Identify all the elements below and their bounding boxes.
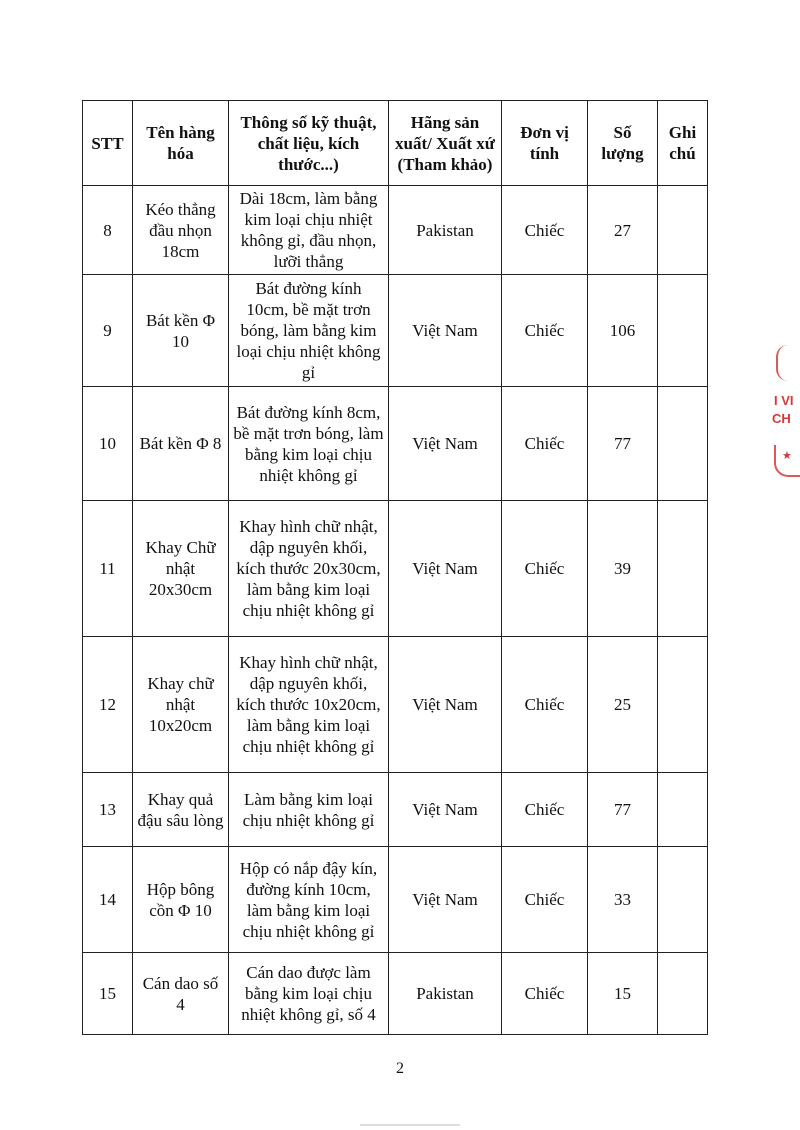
red-stamp-fragment [770,345,800,485]
cell-note [658,186,708,275]
star-icon: ★ [782,450,792,462]
cell-maker: Việt Nam [389,847,502,953]
cell-spec: Khay hình chữ nhật, dập nguyên khối, kích thước 20x30cm, làm bằng kim loại chịu nhiệt không gỉ [229,501,389,637]
cell-name: Khay chữ nhật 10x20cm [133,637,229,773]
goods-table [82,100,708,1035]
cell-name: Khay Chữ nhật 20x30cm [133,501,229,637]
table-row [83,847,708,953]
cell-maker: Việt Nam [389,773,502,847]
cell-unit: Chiếc [502,275,588,387]
cell-qty: 33 [588,847,658,953]
header-qty: Số lượng [588,101,658,186]
cell-note [658,387,708,501]
cell-spec: Dài 18cm, làm bằng kim loại chịu nhiệt không gỉ, đầu nhọn, lưỡi thẳng [229,186,389,275]
cell-note [658,953,708,1035]
table-row [83,501,708,637]
cell-qty: 106 [588,275,658,387]
cell-qty: 77 [588,773,658,847]
header-unit: Đơn vị tính [502,101,588,186]
cell-stt: 8 [83,186,133,275]
cell-unit: Chiếc [502,953,588,1035]
cell-unit: Chiếc [502,773,588,847]
cell-maker: Việt Nam [389,275,502,387]
cell-note [658,275,708,387]
cell-unit: Chiếc [502,501,588,637]
header-name: Tên hàng hóa [133,101,229,186]
stamp-arc [776,345,798,381]
table-row [83,387,708,501]
stamp-text-line1: I VI [774,393,794,408]
cell-note [658,501,708,637]
cell-maker: Việt Nam [389,387,502,501]
header-maker: Hãng sản xuất/ Xuất xứ (Tham khảo) [389,101,502,186]
table-row [83,186,708,275]
table-row [83,637,708,773]
cell-qty: 77 [588,387,658,501]
header-note: Ghi chú [658,101,708,186]
cell-spec: Bát đường kính 10cm, bề mặt trơn bóng, làm bằng kim loại chịu nhiệt không gỉ [229,275,389,387]
cell-note [658,773,708,847]
table-row [83,275,708,387]
scan-artifact [360,1124,460,1126]
cell-stt: 14 [83,847,133,953]
table-row [83,953,708,1035]
cell-qty: 25 [588,637,658,773]
cell-unit: Chiếc [502,637,588,773]
cell-spec: Hộp có nắp đậy kín, đường kính 10cm, làm bằng kim loại chịu nhiệt không gỉ [229,847,389,953]
cell-maker: Pakistan [389,953,502,1035]
cell-name: Cán dao số 4 [133,953,229,1035]
cell-name: Hộp bông cồn Φ 10 [133,847,229,953]
cell-unit: Chiếc [502,847,588,953]
table-row [83,773,708,847]
cell-note [658,847,708,953]
table-header-row [83,101,708,186]
cell-qty: 27 [588,186,658,275]
cell-maker: Việt Nam [389,637,502,773]
cell-unit: Chiếc [502,387,588,501]
cell-stt: 11 [83,501,133,637]
cell-spec: Bát đường kính 8cm, bề mặt trơn bóng, làm bằng kim loại chịu nhiệt không gỉ [229,387,389,501]
page-number: 2 [396,1060,404,1077]
cell-stt: 15 [83,953,133,1035]
cell-spec: Cán dao được làm bằng kim loại chịu nhiệt không gỉ, số 4 [229,953,389,1035]
cell-note [658,637,708,773]
cell-name: Khay quả đậu sâu lòng [133,773,229,847]
cell-qty: 15 [588,953,658,1035]
cell-maker: Việt Nam [389,501,502,637]
cell-name: Kéo thẳng đầu nhọn 18cm [133,186,229,275]
cell-stt: 12 [83,637,133,773]
cell-stt: 13 [83,773,133,847]
cell-stt: 10 [83,387,133,501]
cell-unit: Chiếc [502,186,588,275]
cell-stt: 9 [83,275,133,387]
cell-spec: Làm bằng kim loại chịu nhiệt không gỉ [229,773,389,847]
header-stt: STT [83,101,133,186]
cell-name: Bát kền Φ 10 [133,275,229,387]
cell-name: Bát kền Φ 8 [133,387,229,501]
cell-maker: Pakistan [389,186,502,275]
stamp-text-line2: CH [772,411,791,426]
cell-spec: Khay hình chữ nhật, dập nguyên khối, kích thước 10x20cm, làm bằng kim loại chịu nhiệt không gỉ [229,637,389,773]
cell-qty: 39 [588,501,658,637]
header-spec: Thông số kỹ thuật, chất liệu, kích thước...) [229,101,389,186]
